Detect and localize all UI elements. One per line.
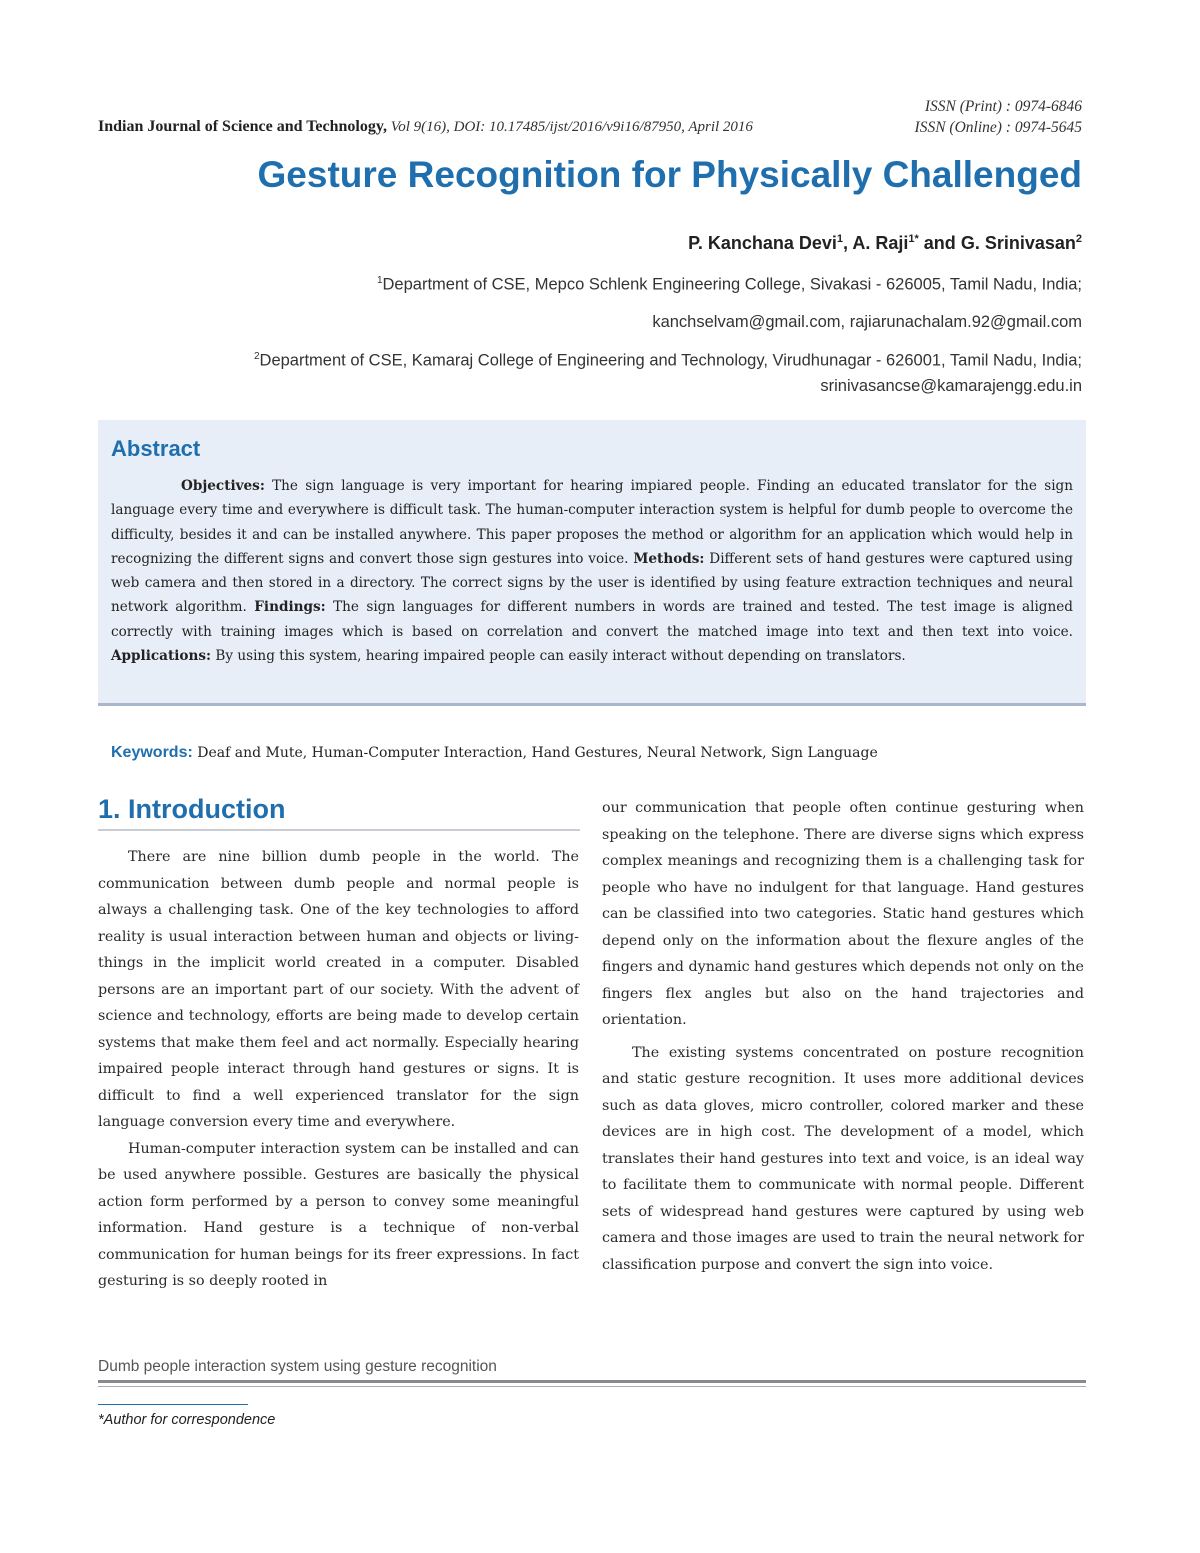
author-2: A. Raji xyxy=(852,233,909,253)
author-3-sup: 2 xyxy=(1075,233,1082,245)
keywords-label: Keywords: xyxy=(111,744,193,761)
intro-paragraph-3: our communication that people often continue gesturing when speaking on the telephone. There are diverse signs which express complex meanings and recognizing them is a challenging task for people who have no indulgent for that language. Hand gestures can be classified into two categories. Static hand gestures which depend only on the information about the flexure angles of the fingers and dynamic hand gestures which depends not only on the fingers flex angles but also on the hand trajectories and orientation. xyxy=(602,800,1084,1028)
abstract-methods-label: Methods: xyxy=(633,550,705,567)
intro-right-column xyxy=(602,795,1084,1278)
affiliation-1-text: Department of CSE, Mepco Schlenk Engineering College, Sivakasi - 626005, Tamil Nadu, India; xyxy=(382,275,1082,294)
author-sep-2: and xyxy=(918,233,961,253)
footnote-rule xyxy=(98,1404,248,1405)
intro-paragraph-4: The existing systems concentrated on posture recognition and static gesture recognition. It uses more additional devices such as data gloves, micro controller, colored marker and these devices are in high cost. The development of a model, which translates their hand gestures into text and voice, is an ideal way to facilitate them to communicate with normal people. Different sets of widespread hand gestures were captured by using web camera and those images are used to train the neural network for classification purpose and convert the sign into voice. xyxy=(602,1044,1084,1273)
journal-meta: Vol 9(16), DOI: 10.17485/ijst/2016/v9i16/87950, April 2016 xyxy=(386,119,753,135)
footer-rule xyxy=(98,1380,1086,1383)
abstract-findings: The sign languages for different numbers in words are trained and tested. The test image is aligned correctly with training images which is based on correlation and convert the matched image into text and then text into voice. xyxy=(111,599,1073,640)
issn-online: ISSN (Online) : 0974-5645 xyxy=(914,119,1082,136)
abstract-body xyxy=(111,474,1073,668)
issn-print: ISSN (Print) : 0974-6846 xyxy=(924,98,1082,115)
author-1-sup: 1 xyxy=(836,233,844,245)
footnote: *Author for correspondence xyxy=(98,1412,276,1428)
running-title: Dumb people interaction system using gesture recognition xyxy=(98,1358,497,1375)
author-list xyxy=(688,233,1082,254)
author-1: P. Kanchana Devi xyxy=(688,233,837,253)
abstract-objectives-label: Objectives: xyxy=(181,478,265,494)
affiliation-1-sup: 1 xyxy=(376,275,383,286)
paper-title: Gesture Recognition for Physically Challenged xyxy=(257,154,1082,195)
intro-paragraph-2: Human-computer interaction system can be installed and can be used anywhere possible. Gestures are basically the physical action form performed by a person to convey some meaningful information. Hand gesture is a technique of non-verbal communication for human beings for its freer expressions. In fact gesturing is so deeply rooted in xyxy=(98,1140,579,1289)
abstract-heading: Abstract xyxy=(111,436,201,461)
author-sep-1: , xyxy=(843,233,853,253)
abstract-findings-label: Findings: xyxy=(254,599,326,616)
affiliation-2-text: Department of CSE, Kamaraj College of Engineering and Technology, Virudhunagar - 626001, Tamil Nadu, India; xyxy=(259,351,1082,370)
journal-header xyxy=(98,118,858,136)
affiliation-2-sup: 2 xyxy=(253,351,260,362)
journal-name: Indian Journal of Science and Technology, xyxy=(98,118,387,135)
affiliation-1-emails: kanchselvam@gmail.com, rajiarunachalam.92@gmail.com xyxy=(652,313,1082,331)
footer-rule-thin xyxy=(98,1386,1086,1387)
affiliation-1 xyxy=(377,275,1082,295)
author-2-sup: 1* xyxy=(908,233,919,245)
intro-paragraph-1: There are nine billion dumb people in the world. The communication between dumb people and normal people is always a challenging task. One of the key technologies to afford reality is usual interaction between human and objects or living-things in the implicit world created in a computer. Disabled persons are an important part of our society. With the advent of science and technology, efforts are being made to develop certain systems that make them feel and act normally. Especially hearing impaired people interact through hand gestures or signs. It is difficult to find a well experienced translator for the sign language conversion every time and everywhere. xyxy=(98,849,579,1130)
affiliation-2-email: srinivasancse@kamarajengg.edu.in xyxy=(820,377,1082,395)
abstract-applications-label: Applications: xyxy=(111,648,212,665)
introduction-heading: 1. Introduction xyxy=(98,794,286,824)
abstract-methods: Different sets of hand gestures were captured using web camera and then stored in a directory. The correct signs by the user is identified by using feature extraction techniques and neural network algorithm. xyxy=(111,550,1074,616)
intro-left-column xyxy=(98,844,579,1295)
abstract-objectives: The sign language is very important for hearing impiared people. Finding an educated translator for the sign language every time and everywhere is difficult task. The human-computer interaction system is helpful for dumb people to overcome the difficulty, besides it and can be installed anywhere. This paper proposes the method or algorithm for an application which would help in recognizing the different signs and convert those sign gestures into voice. xyxy=(111,478,1073,567)
author-3: G. Srinivasan xyxy=(960,233,1076,253)
abstract-applications: By using this system, hearing impaired people can easily interact without depending on translators. xyxy=(211,648,906,665)
section-divider xyxy=(98,829,580,831)
affiliation-2 xyxy=(254,351,1082,371)
keywords xyxy=(111,744,1091,762)
keywords-text: Deaf and Mute, Human-Computer Interaction, Hand Gestures, Neural Network, Sign Language xyxy=(192,745,878,761)
issn-block xyxy=(915,96,1082,138)
